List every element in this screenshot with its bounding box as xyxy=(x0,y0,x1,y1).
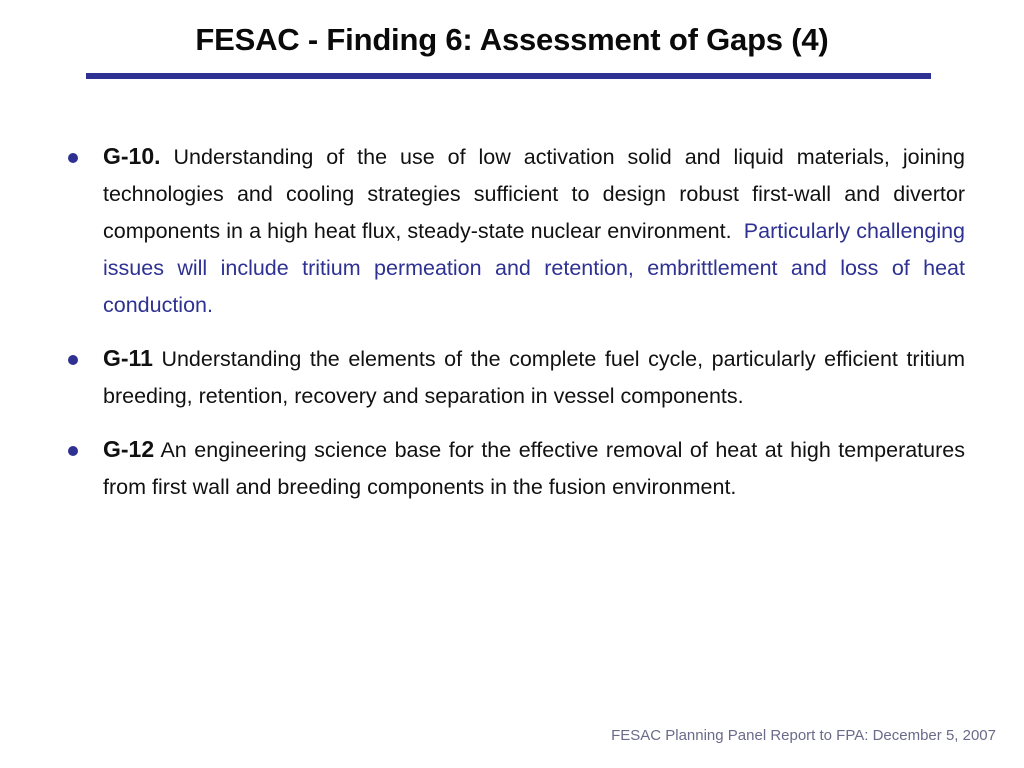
bullet-text: Understanding of the use of low activation solid and liquid materials, joining technologies and cooling strategies sufficient to design robust first-wall and divertor components in a high heat flux, steady-state nuclear environment. xyxy=(103,145,965,243)
bullet-item-g12 xyxy=(64,431,965,506)
bullet-label: G-11 xyxy=(103,345,153,371)
bullet-dot-icon xyxy=(68,446,78,456)
bullet-dot-icon xyxy=(68,153,78,163)
bullet-text: An engineering science base for the effective removal of heat at high temperatures from first wall and breeding components in the fusion environment. xyxy=(103,438,965,499)
bullet-list xyxy=(64,138,965,522)
title-underline xyxy=(86,73,931,79)
bullet-label: G-12 xyxy=(103,436,155,462)
bullet-highlight-text: Particularly challenging issues will include tritium permeation and retention, embrittlement and loss of heat conduction. xyxy=(103,219,966,317)
slide-footer: FESAC Planning Panel Report to FPA: December 5, 2007 xyxy=(611,727,996,744)
bullet-text: Understanding the elements of the complete fuel cycle, particularly efficient tritium breeding, retention, recovery and separation in vessel components. xyxy=(103,347,965,408)
bullet-item-g11 xyxy=(64,340,965,415)
bullet-dot-icon xyxy=(68,355,78,365)
bullet-label: G-10. xyxy=(103,143,161,169)
bullet-item-g10 xyxy=(64,138,965,324)
slide-title: FESAC - Finding 6: Assessment of Gaps (4) xyxy=(195,22,829,57)
